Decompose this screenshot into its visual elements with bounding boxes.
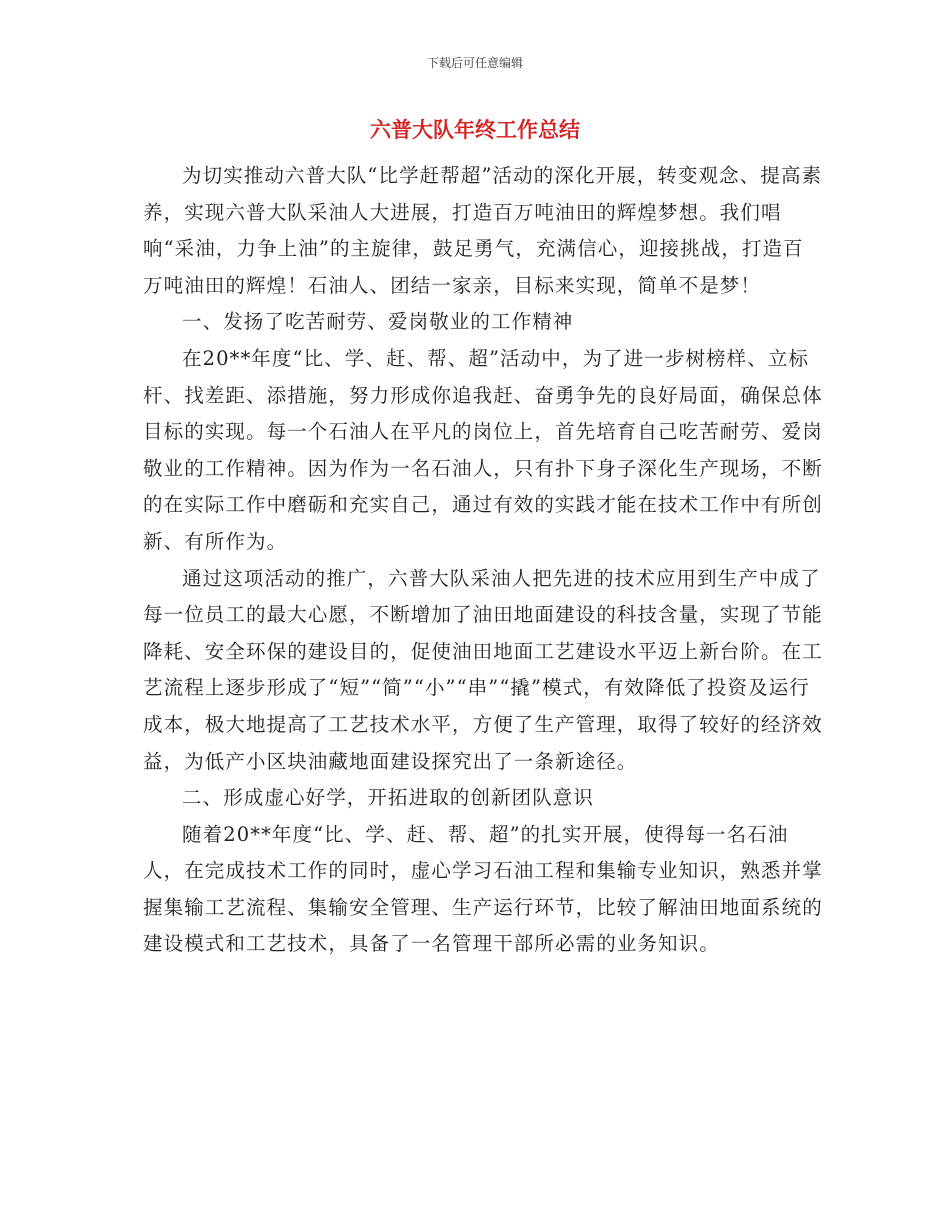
intro-paragraph: 为切实推动六普大队“比学赶帮超”活动的深化开展，转变观念、提高素养，实现六普大队采油人大进展，打造百万吨油田的辉煌梦想。我们唱响“采油，力争上油”的主旋律，鼓足勇气，充满信心，迎接挑战，打造百万吨油田的辉煌！石油人、团结一家亲，目标来实现，简单不是梦！: [143, 164, 823, 297]
section-1-paragraph-1: 在20**年度“比、学、赶、帮、超”活动中，为了进一步树榜样、立标杆、找差距、添措施，努力形成你追我赶、奋勇争先的良好局面，确保总体目标的实现。每一个石油人在平凡的岗位上，首先培育自己吃苦耐劳、爱岗敬业的工作精神。因为作为一名石油人，只有扑下身子深化生产现场，不断的在实际工作中磨砺和充实自己，通过有效的实践才能在技术工作中有所创新、有所作为。: [143, 346, 823, 553]
document-body: [143, 158, 823, 963]
section-1-paragraph-2: 通过这项活动的推广，六普大队采油人把先进的技术应用到生产中成了每一位员工的最大心愿，不断增加了油田地面建设的科技含量，实现了节能降耗、安全环保的建设目的，促使油田地面工艺建设水平迈上新台阶。在工艺流程上逐步形成了“短”“简”“小”“串”“撬”模式，有效降低了投资及运行成本，极大地提高了工艺技术水平，方便了生产管理，取得了较好的经济效益，为低产小区块油藏地面建设探究出了一条新途径。: [143, 566, 823, 773]
page-header-note: 下载后可任意编辑: [426, 56, 523, 70]
section-2-paragraph-1: 随着20**年度“比、学、赶、帮、超”的扎实开展，使得每一名石油人，在完成技术工作的同时，虚心学习石油工程和集输专业知识，熟悉并掌握集输工艺流程、集输安全管理、生产运行环节，比较了解油田地面系统的建设模式和工艺技术，具备了一名管理干部所必需的业务知识。: [143, 822, 823, 956]
section-heading-1: 一、发扬了吃苦耐劳、爱岗敬业的工作精神: [182, 310, 574, 334]
section-heading-2: 二、形成虚心好学，开拓进取的创新团队意识: [182, 786, 595, 810]
document-title: 六普大队年终工作总结: [370, 118, 580, 142]
